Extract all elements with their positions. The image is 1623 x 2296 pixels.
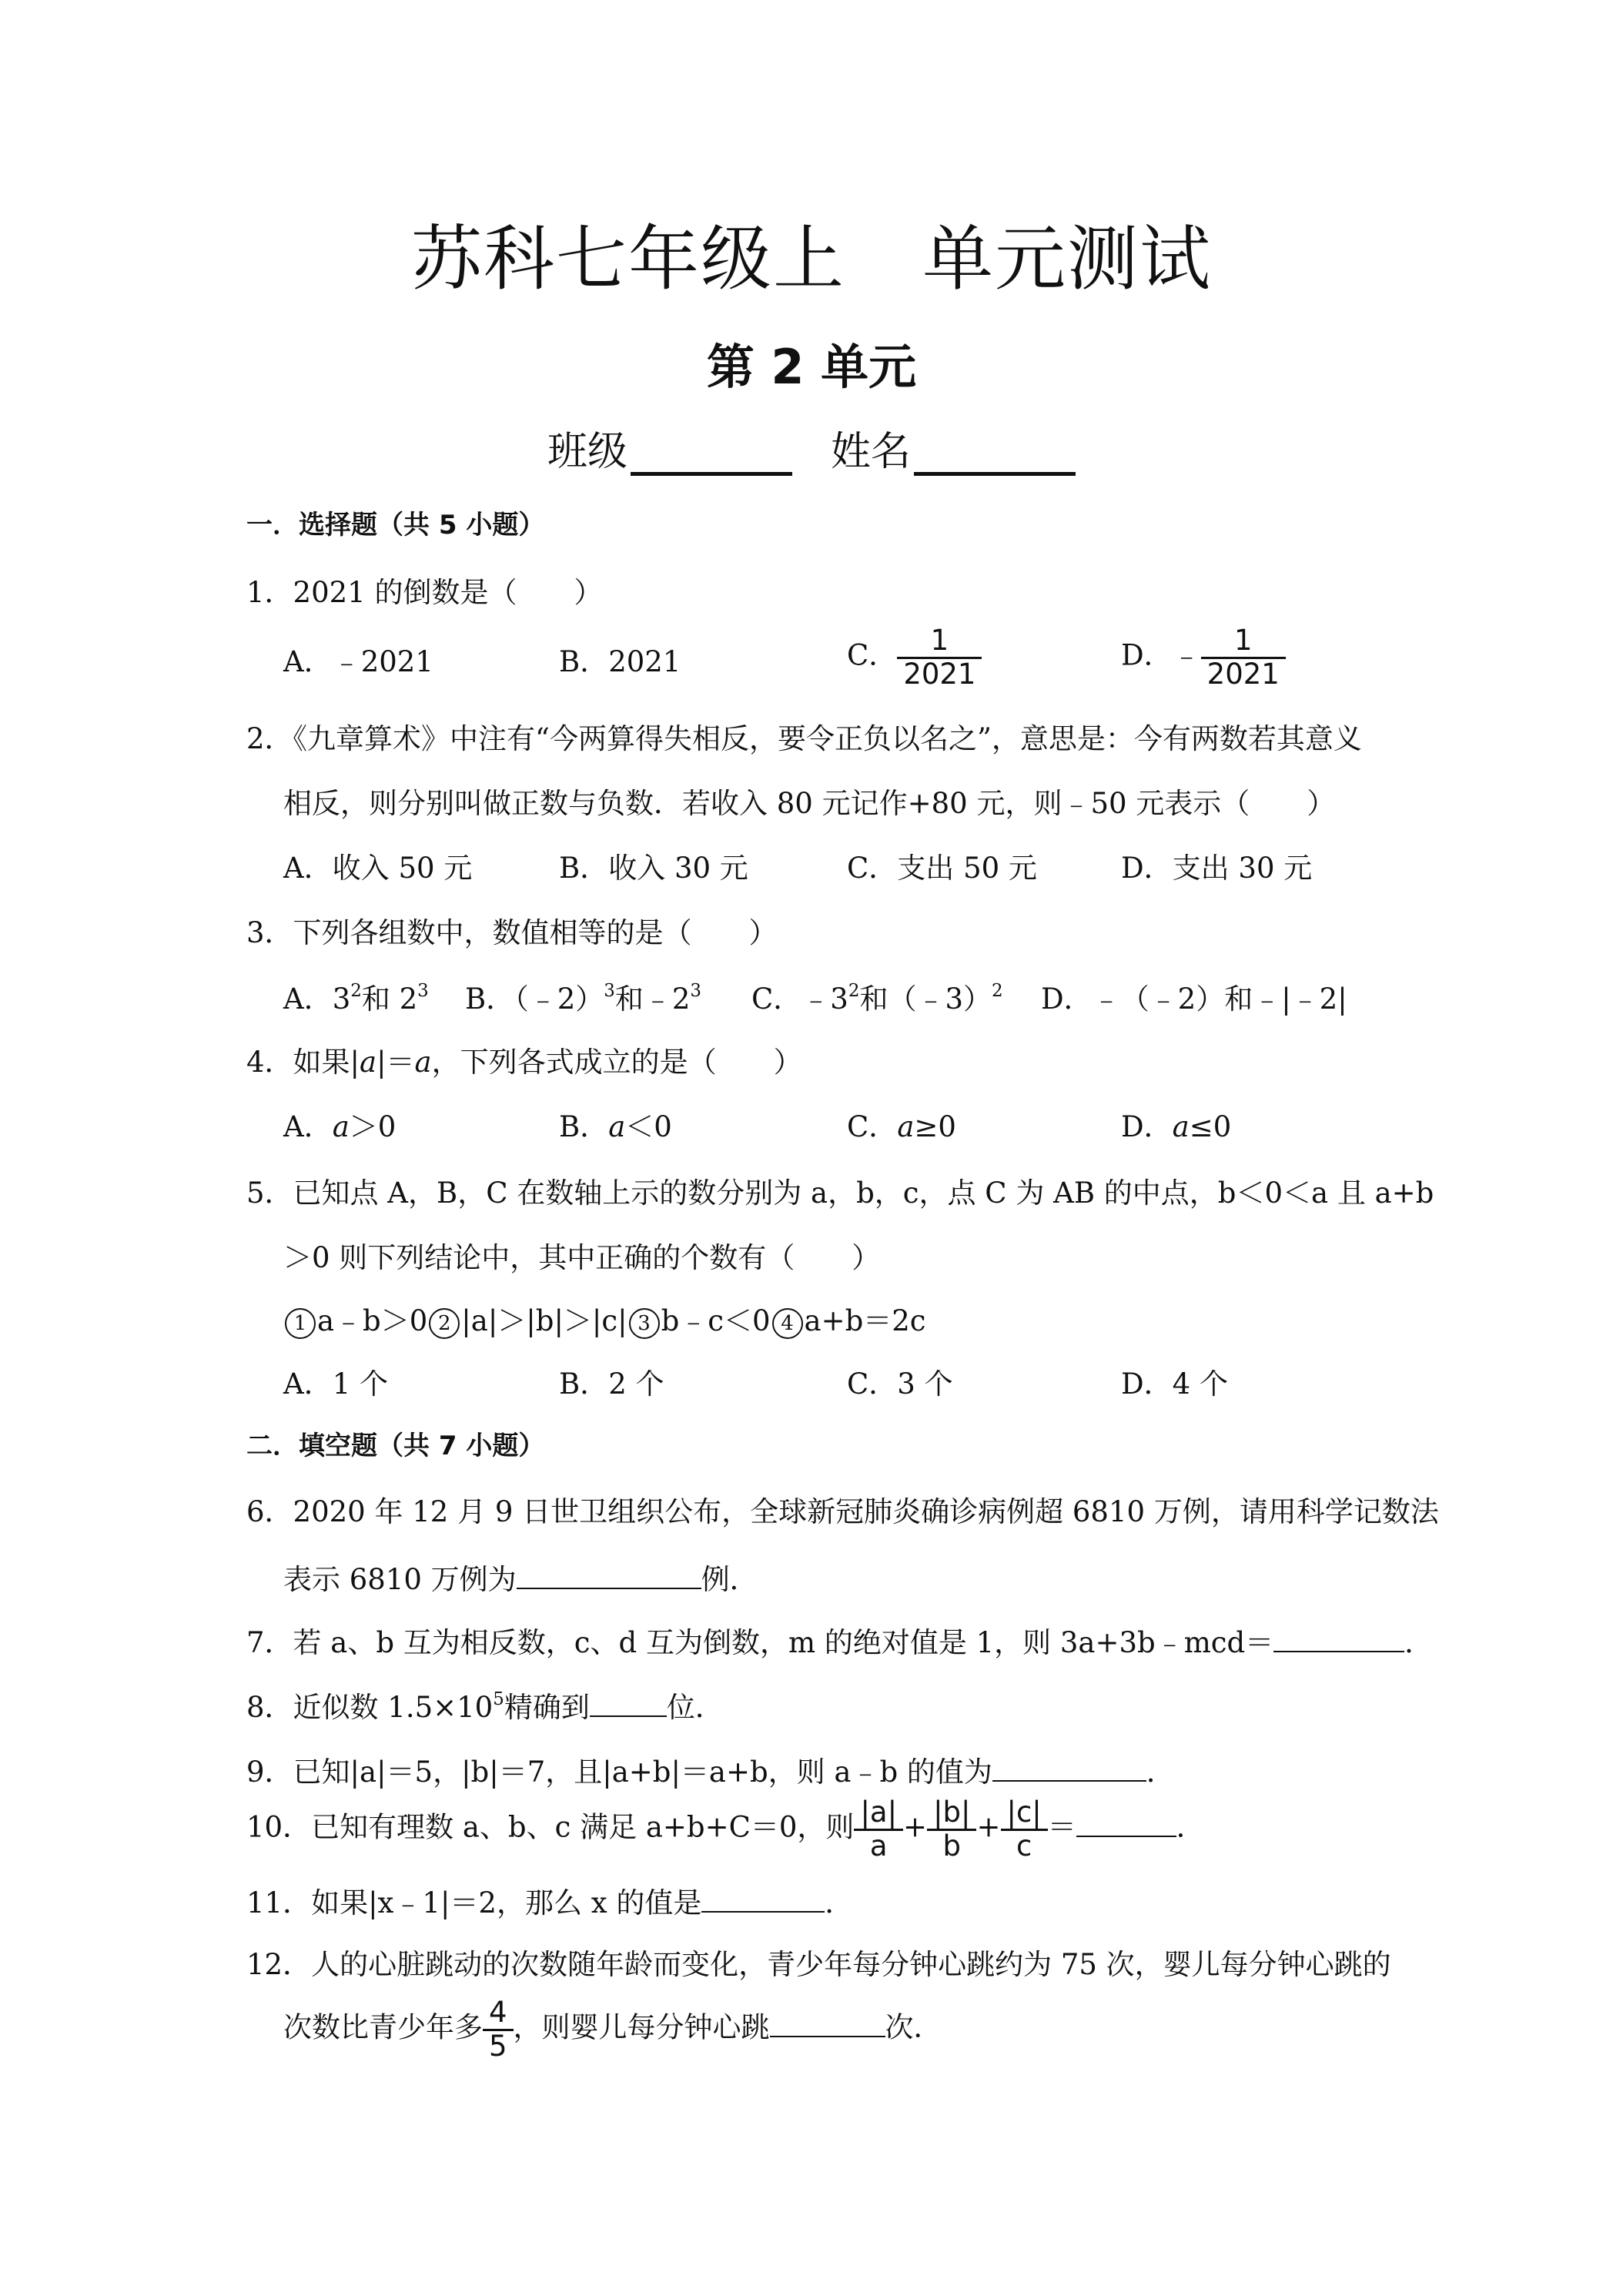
q5-statements: 1 a﹣b＞0 2 |a|＞|b|＞|c| 3 b﹣c＜0 4 a+b＝2c xyxy=(283,1304,926,1339)
class-label: 班级 xyxy=(547,429,627,475)
q12-stem-line1: 12．人的心脏跳动的次数随年龄而变化，青少年每分钟心跳约为 75 次，婴儿每分钟心跳的 xyxy=(246,1948,1391,1981)
student-info xyxy=(0,428,1623,476)
q10-answer-blank xyxy=(1076,1809,1176,1837)
unit-subtitle: 第 2 单元 xyxy=(706,339,917,395)
q1-d-fraction: $\frac{1}{2021}$ xyxy=(1201,625,1286,690)
q4-option-a: A．a＞0 xyxy=(283,1110,397,1143)
q9-stem: 9．已知|a|＝5，|b|＝7，且|a+b|＝a+b，则 a﹣b 的值为 ． xyxy=(246,1755,1175,1789)
q2-stem-line2: 相反，则分别叫做正数与负数．若收入 80 元记作+80 元，则﹣50 元表示（ ） xyxy=(283,787,1336,820)
q6-answer-blank xyxy=(517,1561,701,1589)
q3-stem: 3．下列各组数中，数值相等的是（ ） xyxy=(246,916,778,949)
q7-answer-blank xyxy=(1273,1625,1404,1652)
page-title xyxy=(0,217,1623,302)
class-blank xyxy=(631,432,792,476)
q6-stem-line2: 表示 6810 万例为 例． xyxy=(283,1563,758,1596)
q1-option-a: A．﹣2021 xyxy=(283,645,433,678)
q10-fraction-a: $\frac{|a|}{a}$ xyxy=(854,1797,903,1862)
statement-3-marker: 3 xyxy=(629,1308,660,1339)
q11-answer-blank xyxy=(701,1885,825,1913)
q12-answer-blank xyxy=(770,2010,885,2037)
q5-option-a: A．1 个 xyxy=(283,1367,389,1401)
q2-stem-line1: 2．《九章算术》中注有“今两算得失相反，要令正负以名之”，意思是：今有两数若其意义 xyxy=(246,722,1362,755)
q1-option-b: B．2021 xyxy=(559,645,681,678)
q3-option-a: A．$3^2$和 $2^3$ xyxy=(283,980,429,1016)
section-fill-heading: 二．填空题（共 7 小题） xyxy=(246,1431,545,1461)
q7-stem: 7．若 a、b 互为相反数，c、d 互为倒数，m 的绝对值是 1，则 3a+3b﹣mcd＝ ． xyxy=(246,1626,1434,1659)
statement-4-marker: 4 xyxy=(772,1308,803,1339)
q10-fraction-b: $\frac{|b|}{b}$ xyxy=(927,1797,976,1862)
section-choice-heading: 一．选择题（共 5 小题） xyxy=(246,510,545,541)
q8-stem: 8．近似数 $1.5\times 10^5$精确到 位． xyxy=(246,1689,724,1724)
q12-fraction: $\frac{4}{5}$ xyxy=(483,1997,514,2062)
name-label: 姓名 xyxy=(831,429,912,475)
q3-option-d: D．﹣（﹣2）和﹣|﹣2| xyxy=(1041,982,1347,1016)
q10-fraction-c: $\frac{|c|}{c}$ xyxy=(1001,1797,1048,1862)
q1-option-c: C． $\frac{1}{2021}$ xyxy=(847,625,982,690)
q3-option-b: B．（﹣2）$^3$和$﹣2^3$ xyxy=(465,980,701,1016)
q5-option-b: B．2 个 xyxy=(559,1367,664,1401)
title-part1: 苏科七年级上 xyxy=(410,218,845,300)
q6-stem-line1: 6．2020 年 12 月 9 日世卫组织公布，全球新冠肺炎确诊病例超 6810 万例，请用科学记数法 xyxy=(246,1495,1439,1528)
q2-option-d: D．支出 30 元 xyxy=(1121,852,1313,885)
q4-option-d: D．a≤0 xyxy=(1121,1110,1232,1143)
q2-option-b: B．收入 30 元 xyxy=(559,852,748,885)
q4-option-b: B．a＜0 xyxy=(559,1110,672,1143)
q1-option-d: D．﹣ $\frac{1}{2021}$ xyxy=(1121,625,1286,690)
q5-stem-line1: 5．已知点 A，B，C 在数轴上示的数分别为 a，b，c，点 C 为 AB 的中点，b＜0＜a 且 a+b xyxy=(246,1176,1434,1210)
statement-2-marker: 2 xyxy=(429,1308,460,1339)
statement-1-marker: 1 xyxy=(285,1308,316,1339)
title-part2: 单元测试 xyxy=(922,218,1213,300)
q2-option-c: C．支出 50 元 xyxy=(847,852,1037,885)
q12-stem-line2: 次数比青少年多 $\frac{4}{5}$ ，则婴儿每分钟心跳 次． xyxy=(283,1996,942,2063)
q5-option-d: D．4 个 xyxy=(1121,1367,1228,1401)
q9-answer-blank xyxy=(992,1754,1146,1782)
q10-stem: 10．已知有理数 a、b、c 满足 a+b+C＝0，则 $\frac{|a|}{a}$ + $\frac{|b|}{b}$ + $\frac{|c|}{c}$ ＝ ． xyxy=(246,1796,1205,1863)
q5-stem-line2: ＞0 则下列结论中，其中正确的个数有（ ） xyxy=(283,1241,881,1274)
q5-option-c: C．3 个 xyxy=(847,1367,953,1401)
q4-stem: 4．如果|a|＝a，下列各式成立的是（ ） xyxy=(246,1046,802,1079)
q11-stem: 11．如果|x﹣1|＝2，那么 x 的值是 ． xyxy=(246,1886,854,1919)
q2-option-a: A．收入 50 元 xyxy=(283,852,473,885)
q3-option-c: C．$﹣3^2$和（﹣3）$^2$ xyxy=(751,980,1003,1016)
q4-option-c: C．a≥0 xyxy=(847,1110,956,1143)
q1-stem: 1．2021 的倒数是（ ） xyxy=(246,576,603,609)
q1-c-fraction: $\frac{1}{2021}$ xyxy=(897,625,982,690)
name-blank xyxy=(914,432,1076,476)
q8-answer-blank xyxy=(590,1689,667,1717)
